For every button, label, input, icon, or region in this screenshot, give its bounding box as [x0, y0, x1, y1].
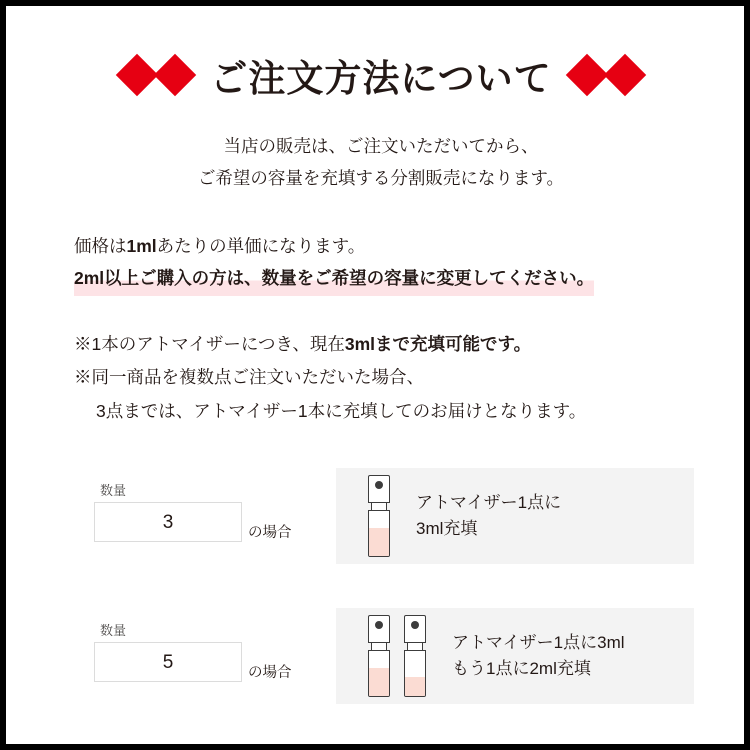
quantity-input[interactable]: 5	[94, 642, 242, 682]
example-description	[428, 630, 625, 683]
note-1-b: 3mlまで充填可能です。	[344, 334, 532, 354]
example-row	[74, 608, 694, 704]
quantity-label: 数量	[100, 623, 127, 638]
lead-line-1: 当店の販売は、ご注文いただいてから、	[223, 136, 539, 156]
price-unit: 1ml	[126, 236, 157, 256]
lead-paragraph	[6, 130, 750, 195]
diamond-ornament-right	[572, 60, 640, 90]
diamond-ornament-left	[122, 60, 190, 90]
atomizer-neck	[407, 643, 423, 650]
atomizer-cap	[368, 615, 390, 643]
example-panel	[336, 608, 694, 704]
atomizer-cap	[404, 615, 426, 643]
atomizer-nozzle	[375, 481, 383, 489]
example-description-line-2: もう1点に2ml充填	[452, 659, 591, 678]
atomizer-icon	[366, 615, 392, 697]
note-1-a: ※1本のアトマイザーにつき、現在	[74, 334, 345, 354]
note-2-line-2: 3点までは、アトマイザー1本に充填してのお届けとなります。	[96, 400, 587, 421]
diamond-icon	[603, 54, 645, 96]
price-line-1	[74, 230, 694, 262]
diamond-icon	[154, 54, 196, 96]
example-description	[392, 490, 561, 543]
price-line-2-a: 2ml以上ご購入の方は、	[74, 268, 262, 289]
atomizer-cap	[368, 475, 390, 503]
atomizer-neck	[371, 503, 387, 510]
example-panel	[336, 468, 694, 564]
atomizer-neck	[371, 643, 387, 650]
diamond-icon	[565, 54, 607, 96]
quantity-input[interactable]: 3	[94, 502, 242, 542]
example-row	[74, 468, 694, 564]
atomizer-icon	[402, 615, 428, 697]
quantity-label: 数量	[100, 483, 127, 498]
price-line-1-c: あたりの単価になります。	[156, 236, 366, 256]
price-line-2	[74, 262, 594, 295]
example-description-line-1: アトマイザー1点に	[416, 492, 562, 512]
quantity-suffix: の場合	[248, 664, 292, 681]
atomizer-body	[368, 650, 390, 697]
example-description-line-1: アトマイザー1点に3ml	[452, 632, 625, 652]
atomizer-group	[336, 468, 392, 564]
atomizer-nozzle	[411, 621, 419, 629]
atomizer-fill	[369, 528, 389, 556]
quantity-group	[94, 480, 314, 542]
page-title: ご注文方法について	[210, 58, 552, 99]
note-2-line-1: ※同一商品を複数点ご注文いただいた場合、	[74, 367, 424, 388]
notes-block	[74, 328, 714, 428]
quantity-suffix: の場合	[248, 524, 292, 541]
atomizer-icon	[366, 475, 392, 557]
page-title-row	[6, 48, 750, 102]
atomizer-group	[336, 608, 428, 704]
atomizer-body	[404, 650, 426, 697]
lead-line-2: ご希望の容量を充填する分割販売になります。	[197, 168, 565, 189]
quantity-group	[94, 620, 314, 682]
atomizer-body	[368, 510, 390, 557]
price-block	[74, 230, 694, 296]
note-1	[74, 328, 714, 361]
atomizer-nozzle	[375, 621, 383, 629]
price-line-1-a: 価格は	[74, 236, 127, 256]
diamond-icon	[116, 54, 158, 96]
atomizer-fill	[405, 677, 425, 696]
example-description-line-2: 3ml充填	[416, 519, 478, 538]
price-line-2-wrap	[74, 262, 694, 295]
price-line-2-b: 数量をご希望の容量に変更してください。	[261, 268, 595, 289]
atomizer-fill	[369, 668, 389, 696]
